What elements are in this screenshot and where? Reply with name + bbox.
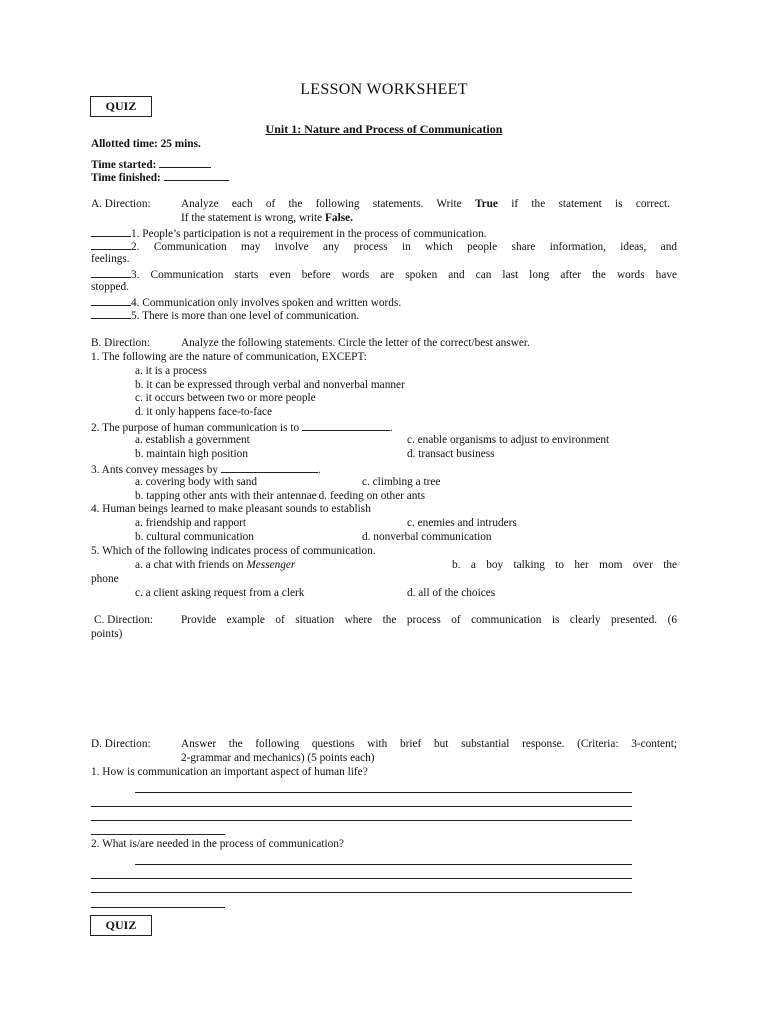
tf-item-5: 5. There is more than one level of communication. (91, 308, 359, 324)
answer-line[interactable] (135, 792, 632, 793)
mc-q3-stem-row: 3. Ants convey messages by . (91, 464, 321, 476)
answer-line[interactable] (91, 907, 225, 908)
word-false: False. (325, 212, 353, 224)
word-true: True (474, 198, 498, 210)
mc-q3-option-c[interactable]: c. climbing a tree (362, 476, 441, 488)
tf-item-3: 3. Communication starts even before words are spoken and can last long after the words have (91, 267, 677, 283)
answer-blank[interactable] (91, 267, 131, 278)
quiz-label-top: QUIZ (90, 96, 152, 117)
section-d-instruction: Answer the following questions with brief but substantial response. (Criteria: 3-content; (181, 738, 677, 750)
mc-q4-option-c[interactable]: c. enemies and intruders (407, 517, 517, 529)
mc-q2-stem: 2. The purpose of human communication is to (91, 422, 300, 434)
answer-line[interactable] (91, 878, 632, 879)
mc-q2-option-a[interactable]: a. establish a government (135, 434, 250, 446)
unit-heading: Unit 1: Nature and Process of Communication (265, 122, 503, 136)
mc-q4-option-a[interactable]: a. friendship and rapport (135, 517, 247, 529)
time-started-label: Time started: (91, 159, 157, 171)
mc-q2-option-c[interactable]: c. enable organisms to adjust to environment (407, 434, 610, 446)
answer-line[interactable] (91, 806, 632, 807)
section-c-label: C. Direction: (94, 614, 153, 626)
mc-q1-option-a[interactable]: a. it is a process (135, 365, 207, 377)
section-a-instruction-line2: If the statement is wrong, write False. (181, 212, 353, 224)
answer-line[interactable] (91, 834, 225, 835)
answer-blank[interactable] (221, 462, 318, 473)
mc-q5-stem: 5. Which of the following indicates process of communication. (91, 545, 376, 557)
mc-q3-option-a[interactable]: a. covering body with sand (135, 476, 258, 488)
time-finished-blank[interactable] (164, 170, 229, 181)
section-c-instruction-cont: points) (91, 628, 123, 640)
answer-blank[interactable] (91, 308, 131, 319)
worksheet-title: LESSON WORKSHEET (300, 81, 468, 98)
mc-q1-option-c[interactable]: c. it occurs between two or more people (135, 392, 316, 404)
messenger-text: Messenger (246, 559, 296, 571)
mc-q1-option-d[interactable]: d. it only happens face-to-face (135, 406, 273, 418)
mc-q3-option-d[interactable]: d. feeding on other ants (318, 490, 425, 502)
section-b-instruction: Analyze the following statements. Circle the letter of the correct/best answer. (181, 337, 530, 349)
answer-line[interactable] (135, 864, 632, 865)
section-a-label: A. Direction: (91, 198, 151, 210)
mc-q2-option-b[interactable]: b. maintain high position (135, 448, 248, 460)
tf-item-4: 4. Communication only involves spoken and written words. (91, 295, 401, 311)
time-finished-row (91, 170, 229, 186)
section-c-instruction: Provide example of situation where the process of communication is clearly presented. (6 (181, 614, 677, 626)
mc-q5-option-d[interactable]: d. all of the choices (407, 587, 496, 599)
mc-q2-option-d[interactable]: d. transact business (407, 448, 495, 460)
section-d-instruction-cont: 2-grammar and mechanics) (5 points each) (181, 752, 375, 764)
section-b-label: B. Direction: (91, 337, 150, 349)
mc-q2-stem-row: 2. The purpose of human communication is to . (91, 422, 393, 434)
tf-item-2-cont: feelings. (91, 253, 130, 265)
tf-item-2: 2. Communication may involve any process in which people share information, ideas, and (91, 239, 677, 255)
section-d-label: D. Direction: (91, 738, 151, 750)
essay-q2: 2. What is/are needed in the process of communication? (91, 838, 344, 850)
mc-q5-option-a[interactable]: a. a chat with friends on Messenger (135, 559, 296, 571)
answer-blank[interactable] (91, 295, 131, 306)
answer-line[interactable] (91, 892, 632, 893)
mc-q4-stem: 4. Human beings learned to make pleasant sounds to establish (91, 503, 371, 515)
mc-q4-option-b[interactable]: b. cultural communication (135, 531, 254, 543)
mc-q5-option-b-cont: phone (91, 573, 119, 585)
section-a-instruction-line1: Analyze each of the following statements. Write True if the statement is correct. (181, 198, 671, 210)
answer-blank[interactable] (91, 226, 131, 237)
mc-q4-option-d[interactable]: d. nonverbal communication (362, 531, 492, 543)
answer-blank[interactable] (91, 239, 131, 250)
mc-q5-option-b[interactable]: b. a boy talking to her mom over the (452, 559, 677, 571)
quiz-label-bottom: QUIZ (90, 915, 152, 936)
time-finished-label: Time finished: (91, 172, 161, 184)
essay-q1: 1. How is communication an important aspect of human life? (91, 766, 368, 778)
mc-q1-option-b[interactable]: b. it can be expressed through verbal and nonverbal manner (135, 379, 405, 391)
answer-line[interactable] (91, 820, 632, 821)
allotted-time: Allotted time: 25 mins. (91, 138, 201, 150)
mc-q3-option-b-text[interactable]: b. tapping other ants with their antennae (135, 490, 317, 502)
time-started-blank[interactable] (159, 157, 211, 168)
mc-q1-stem: 1. The following are the nature of communication, EXCEPT: (91, 351, 367, 363)
mc-q3-option-b (135, 490, 425, 504)
tf-item-1: 1. People’s participation is not a requirement in the process of communication. (91, 226, 486, 242)
mc-q3-stem: 3. Ants convey messages by (91, 464, 219, 476)
answer-blank[interactable] (302, 420, 390, 431)
tf-item-3-cont: stopped. (91, 281, 129, 293)
mc-q5-option-c[interactable]: c. a client asking request from a clerk (135, 587, 305, 599)
